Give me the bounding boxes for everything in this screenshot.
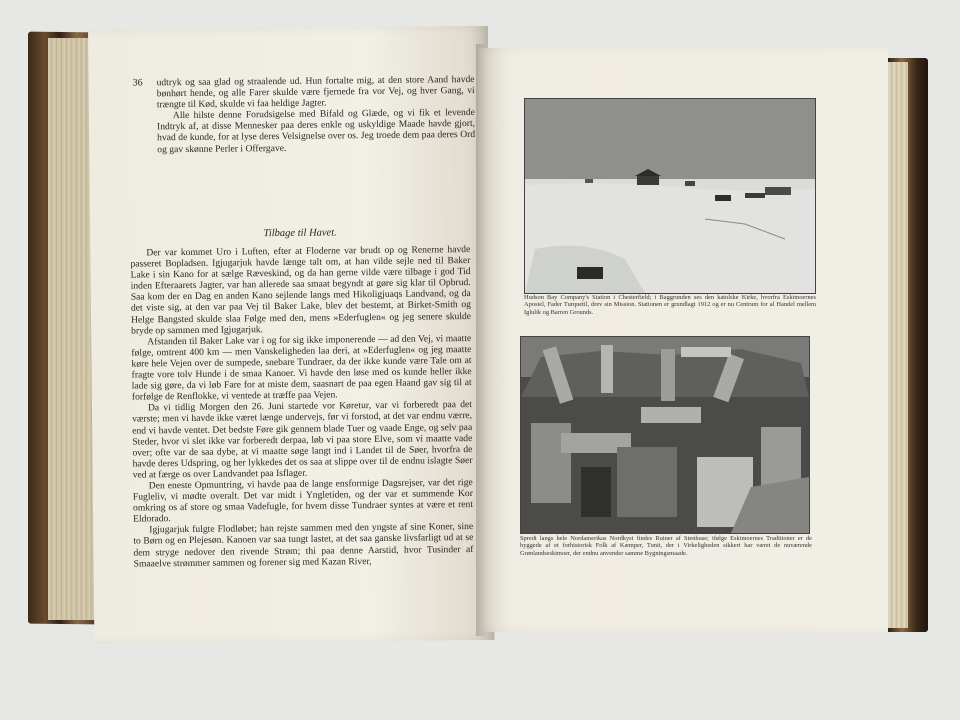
photo-caption-bottom: Spredt langs hele Nordamerikas Nordkyst findes Ruiner af Stenhuse; ifølge Eskimoernes Traditioner er de byggede af et forhistorisk Folk af Kæmper, Tunit, der i Virkeligheden sikkert har været de nuværende Grønlandseskimoer, der endnu anvender samme Bygningsmaade.	[520, 535, 812, 557]
paragraph: Da vi tidlig Morgen den 26. Juni startede vor Køretur, var vi forberedt paa det værste; men vi havde ikke været længe undervejs, før vi forstod, at det var endnu værre, end vi havde ventet. Det bedste Føre gik gennem blade Tuer og vaade Enge, og selv paa Steder, hvor vi slet ikke var forberedt derpaa, løb vi paa store Elve, som vi maatte vade over; ofte var de saa dybe, at vi maatte søge langt ind i Landet til de Søer, hvorfra de havde deres Udspring, og her lykkedes det os saa at slippe over til de endnu islagte Søer ved at færge os over Landvandet paa Isflager.	[132, 399, 473, 481]
top-text-block	[156, 74, 475, 155]
paragraph: Alle hilste denne Forudsigelse med Bifald og Glæde, og vi fik et levende Indtryk af, at disse Mennesker paa deres enkle og uskyldige Maade havde gjort, hvad de kunde, for at lyse deres Velsignelse over os. Jeg troede dem paa deres Ord og gav skønne Perler i Offergave.	[156, 107, 476, 155]
paragraph: Igjugarjuk fulgte Flodløbet; han rejste sammen med den yngste af sine Koner, sine to Børn og en Plejesøn. Kanoen var saa tungt lastet, at det saa ganske livsfarligt ud at se dem stryge nedover den rivende Strøm; thi paa denne Aarstid, hvor Tusinder af Smaaelve strømmer sammen og forener sig med Kazan River,	[133, 521, 474, 570]
left-page	[88, 26, 494, 644]
paragraph: udtryk og saa glad og straalende ud. Hun fortalte mig, at den store Aand havde bønhørt hende, og alle Farer skulde være fjernede fra vor Vej, og hver Gang, vi trængte til Kød, skulde vi faa heldige Jagter.	[156, 73, 475, 111]
right-page	[478, 48, 888, 632]
photo-snow-station	[524, 98, 816, 294]
photo-stone-ruins	[520, 336, 810, 534]
paragraph: Afstanden til Baker Lake var i og for sig ikke imponerende — ad den Vej, vi maatte følge, omtrent 400 km — men Vanskeligheden laa deri, at »Ederfuglen« og jeg maatte køre hele Vejen over de sumpede, snebare Tundraer, da der ikke kunde være Tale om at fragte vore tolv Hunde i de smaa Kanoer. Vi havde den løse med os kunde heller ikke lade sig gøre, da vi løb Fare for at miste dem, saasnart de paa egen Haand gav sig til at forfølge de Renflokke, vi ventede at træffe paa Vejen.	[131, 332, 472, 403]
paragraph: Den eneste Opmuntring, vi havde paa de lange ensformige Dagsrejser, var det rige Fugleliv, vi mødte overalt. Det var midt i Yngletiden, og der var et summende Kor omkring os af store og smaa Vadefugle, for hvem disse Tundraer syntes at være et rent Eldorado.	[132, 476, 474, 525]
paragraph: Der var kommet Uro i Luften, efter at Floderne var brudt op og Renerne havde passeret Bopladsen. Igjugarjuk havde længe talt om, at han vilde sejle ned til Baker Lake i sin Kano for at sælge Ræveskind, og da han gerne vilde være tilbage i god Tid inden Efteraarets Jagter, var han allerede saa smaat begyndt at gøre sig klar til Opbrud. Saa kom der en Dag en anden Kano sejlende langs med Hikoligjuaqs Landvand, og da det viste sig, at den var paa Vej til Baker Lake, blev det bestemt, at Birket-Smith og Helge Bangsted skulde slaa Følge med den, mens »Ederfuglen« og jeg senere skulde bryde op sammen med Igjugarjuk.	[130, 244, 472, 337]
page-number: 36	[132, 77, 143, 89]
photo-caption-top: Hudson Bay Company's Station i Chesterfield; i Baggrunden ses den katolske Kirke, hvorfra Eskimoernes Apostel, Fader Turquetil, drev sin Mission. Stationen er grundlagt 1912 og er nu Centrum for al Handel mellem Iglulik og Barren Grounds.	[524, 294, 816, 316]
section-heading: Tilbage til Havet.	[263, 227, 337, 240]
main-text-block	[130, 244, 473, 569]
